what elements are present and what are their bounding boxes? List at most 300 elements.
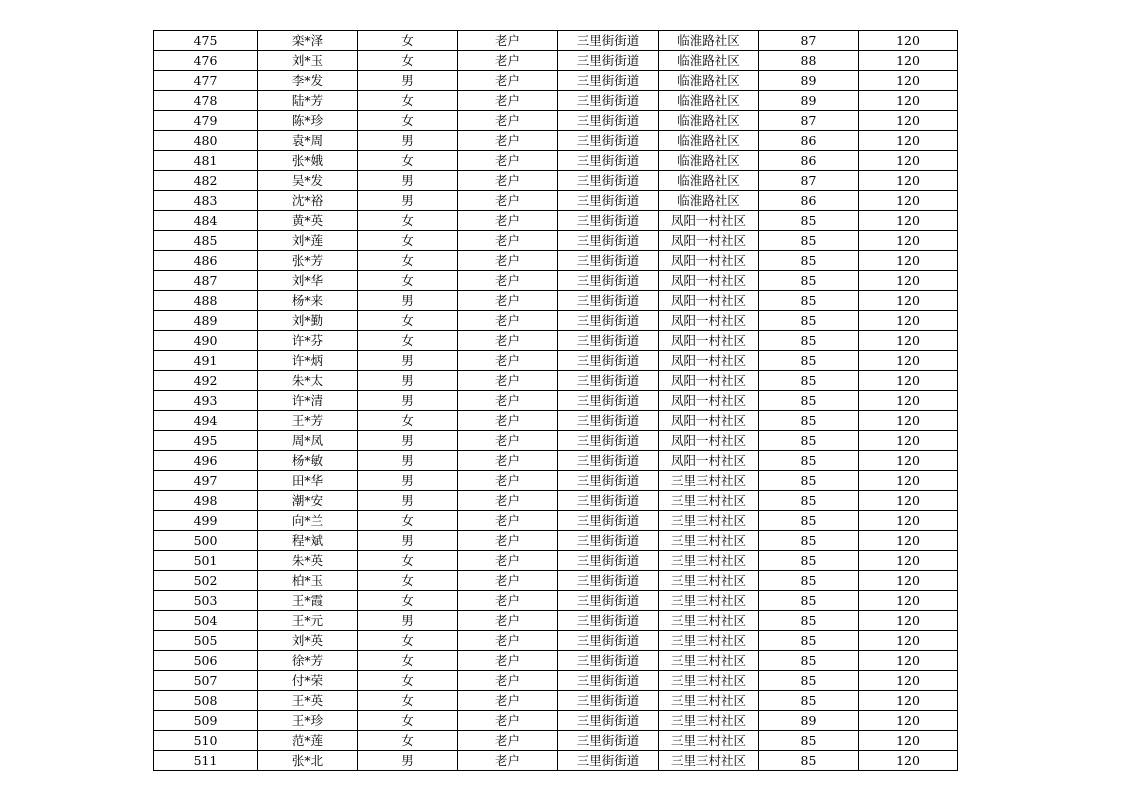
household-type-cell: 老户 [458, 191, 558, 211]
community-cell: 临淮路社区 [659, 191, 759, 211]
community-cell: 凤阳一村社区 [659, 251, 759, 271]
amount-cell: 120 [859, 751, 958, 771]
age-cell: 85 [759, 331, 859, 351]
table-row [154, 51, 958, 71]
street-cell: 三里街街道 [558, 511, 659, 531]
row-number-cell: 475 [154, 31, 258, 51]
street-cell: 三里街街道 [558, 311, 659, 331]
age-cell: 85 [759, 371, 859, 391]
amount-cell: 120 [859, 671, 958, 691]
amount-cell: 120 [859, 211, 958, 231]
household-type-cell: 老户 [458, 391, 558, 411]
household-type-cell: 老户 [458, 291, 558, 311]
household-type-cell: 老户 [458, 531, 558, 551]
table-row [154, 471, 958, 491]
name-cell: 王*霞 [258, 591, 358, 611]
amount-cell: 120 [859, 611, 958, 631]
street-cell: 三里街街道 [558, 31, 659, 51]
street-cell: 三里街街道 [558, 551, 659, 571]
community-cell: 三里三村社区 [659, 531, 759, 551]
age-cell: 85 [759, 691, 859, 711]
name-cell: 王*元 [258, 611, 358, 631]
amount-cell: 120 [859, 511, 958, 531]
household-type-cell: 老户 [458, 671, 558, 691]
gender-cell: 男 [358, 471, 458, 491]
household-type-cell: 老户 [458, 171, 558, 191]
row-number-cell: 492 [154, 371, 258, 391]
gender-cell: 女 [358, 591, 458, 611]
table-row [154, 71, 958, 91]
community-cell: 凤阳一村社区 [659, 371, 759, 391]
age-cell: 87 [759, 171, 859, 191]
community-cell: 三里三村社区 [659, 691, 759, 711]
name-cell: 朱*太 [258, 371, 358, 391]
row-number-cell: 499 [154, 511, 258, 531]
household-type-cell: 老户 [458, 51, 558, 71]
name-cell: 李*发 [258, 71, 358, 91]
age-cell: 85 [759, 471, 859, 491]
row-number-cell: 479 [154, 111, 258, 131]
community-cell: 凤阳一村社区 [659, 271, 759, 291]
community-cell: 凤阳一村社区 [659, 431, 759, 451]
age-cell: 85 [759, 651, 859, 671]
table-row [154, 691, 958, 711]
age-cell: 85 [759, 211, 859, 231]
street-cell: 三里街街道 [558, 391, 659, 411]
gender-cell: 女 [358, 231, 458, 251]
name-cell: 刘*勤 [258, 311, 358, 331]
street-cell: 三里街街道 [558, 531, 659, 551]
gender-cell: 女 [358, 331, 458, 351]
community-cell: 临淮路社区 [659, 31, 759, 51]
gender-cell: 女 [358, 211, 458, 231]
gender-cell: 女 [358, 651, 458, 671]
table-row [154, 491, 958, 511]
gender-cell: 男 [358, 291, 458, 311]
name-cell: 吴*发 [258, 171, 358, 191]
household-type-cell: 老户 [458, 731, 558, 751]
amount-cell: 120 [859, 531, 958, 551]
household-type-cell: 老户 [458, 651, 558, 671]
gender-cell: 男 [358, 431, 458, 451]
gender-cell: 男 [358, 491, 458, 511]
gender-cell: 女 [358, 671, 458, 691]
row-number-cell: 502 [154, 571, 258, 591]
community-cell: 三里三村社区 [659, 591, 759, 611]
household-type-cell: 老户 [458, 111, 558, 131]
gender-cell: 男 [358, 131, 458, 151]
street-cell: 三里街街道 [558, 191, 659, 211]
name-cell: 程*斌 [258, 531, 358, 551]
household-type-cell: 老户 [458, 151, 558, 171]
gender-cell: 女 [358, 251, 458, 271]
age-cell: 89 [759, 91, 859, 111]
community-cell: 凤阳一村社区 [659, 391, 759, 411]
table-row [154, 231, 958, 251]
household-type-cell: 老户 [458, 211, 558, 231]
name-cell: 袁*周 [258, 131, 358, 151]
household-type-cell: 老户 [458, 251, 558, 271]
row-number-cell: 485 [154, 231, 258, 251]
age-cell: 85 [759, 271, 859, 291]
name-cell: 刘*莲 [258, 231, 358, 251]
age-cell: 85 [759, 531, 859, 551]
age-cell: 85 [759, 451, 859, 471]
street-cell: 三里街街道 [558, 491, 659, 511]
row-number-cell: 497 [154, 471, 258, 491]
table-row [154, 111, 958, 131]
street-cell: 三里街街道 [558, 471, 659, 491]
street-cell: 三里街街道 [558, 111, 659, 131]
community-cell: 凤阳一村社区 [659, 351, 759, 371]
age-cell: 87 [759, 31, 859, 51]
gender-cell: 女 [358, 311, 458, 331]
row-number-cell: 507 [154, 671, 258, 691]
table-row [154, 211, 958, 231]
age-cell: 85 [759, 291, 859, 311]
row-number-cell: 508 [154, 691, 258, 711]
gender-cell: 男 [358, 611, 458, 631]
age-cell: 85 [759, 571, 859, 591]
table-row [154, 751, 958, 771]
row-number-cell: 503 [154, 591, 258, 611]
gender-cell: 女 [358, 511, 458, 531]
amount-cell: 120 [859, 251, 958, 271]
household-type-cell: 老户 [458, 31, 558, 51]
community-cell: 临淮路社区 [659, 51, 759, 71]
age-cell: 85 [759, 491, 859, 511]
table-row [154, 531, 958, 551]
street-cell: 三里街街道 [558, 691, 659, 711]
table-row [154, 131, 958, 151]
age-cell: 89 [759, 711, 859, 731]
row-number-cell: 482 [154, 171, 258, 191]
name-cell: 陈*珍 [258, 111, 358, 131]
table-row [154, 311, 958, 331]
name-cell: 潮*安 [258, 491, 358, 511]
street-cell: 三里街街道 [558, 271, 659, 291]
gender-cell: 女 [358, 111, 458, 131]
community-cell: 临淮路社区 [659, 151, 759, 171]
street-cell: 三里街街道 [558, 171, 659, 191]
gender-cell: 女 [358, 731, 458, 751]
community-cell: 三里三村社区 [659, 671, 759, 691]
gender-cell: 女 [358, 631, 458, 651]
table-row [154, 411, 958, 431]
amount-cell: 120 [859, 491, 958, 511]
age-cell: 85 [759, 551, 859, 571]
age-cell: 87 [759, 111, 859, 131]
row-number-cell: 483 [154, 191, 258, 211]
community-cell: 三里三村社区 [659, 751, 759, 771]
gender-cell: 男 [358, 71, 458, 91]
street-cell: 三里街街道 [558, 51, 659, 71]
street-cell: 三里街街道 [558, 451, 659, 471]
table-row [154, 331, 958, 351]
household-type-cell: 老户 [458, 371, 558, 391]
row-number-cell: 501 [154, 551, 258, 571]
community-cell: 三里三村社区 [659, 711, 759, 731]
amount-cell: 120 [859, 271, 958, 291]
age-cell: 85 [759, 631, 859, 651]
name-cell: 王*英 [258, 691, 358, 711]
row-number-cell: 477 [154, 71, 258, 91]
household-type-cell: 老户 [458, 351, 558, 371]
household-type-cell: 老户 [458, 91, 558, 111]
name-cell: 徐*芳 [258, 651, 358, 671]
table-row [154, 191, 958, 211]
name-cell: 许*清 [258, 391, 358, 411]
gender-cell: 女 [358, 691, 458, 711]
community-cell: 凤阳一村社区 [659, 451, 759, 471]
street-cell: 三里街街道 [558, 431, 659, 451]
age-cell: 85 [759, 591, 859, 611]
street-cell: 三里街街道 [558, 751, 659, 771]
community-cell: 三里三村社区 [659, 731, 759, 751]
age-cell: 88 [759, 51, 859, 71]
table-row [154, 171, 958, 191]
street-cell: 三里街街道 [558, 71, 659, 91]
amount-cell: 120 [859, 731, 958, 751]
amount-cell: 120 [859, 651, 958, 671]
gender-cell: 女 [358, 551, 458, 571]
table-row [154, 271, 958, 291]
age-cell: 86 [759, 191, 859, 211]
community-cell: 三里三村社区 [659, 651, 759, 671]
name-cell: 刘*玉 [258, 51, 358, 71]
amount-cell: 120 [859, 331, 958, 351]
table-row [154, 631, 958, 651]
gender-cell: 女 [358, 151, 458, 171]
row-number-cell: 487 [154, 271, 258, 291]
name-cell: 张*北 [258, 751, 358, 771]
row-number-cell: 478 [154, 91, 258, 111]
amount-cell: 120 [859, 311, 958, 331]
row-number-cell: 495 [154, 431, 258, 451]
gender-cell: 男 [358, 451, 458, 471]
row-number-cell: 491 [154, 351, 258, 371]
gender-cell: 女 [358, 411, 458, 431]
table-row [154, 151, 958, 171]
row-number-cell: 511 [154, 751, 258, 771]
amount-cell: 120 [859, 51, 958, 71]
street-cell: 三里街街道 [558, 711, 659, 731]
row-number-cell: 496 [154, 451, 258, 471]
row-number-cell: 500 [154, 531, 258, 551]
age-cell: 89 [759, 71, 859, 91]
row-number-cell: 498 [154, 491, 258, 511]
gender-cell: 男 [358, 191, 458, 211]
gender-cell: 女 [358, 571, 458, 591]
name-cell: 柏*玉 [258, 571, 358, 591]
community-cell: 三里三村社区 [659, 511, 759, 531]
row-number-cell: 510 [154, 731, 258, 751]
community-cell: 三里三村社区 [659, 551, 759, 571]
table-row [154, 571, 958, 591]
name-cell: 付*荣 [258, 671, 358, 691]
community-cell: 三里三村社区 [659, 631, 759, 651]
household-type-cell: 老户 [458, 431, 558, 451]
community-cell: 三里三村社区 [659, 471, 759, 491]
amount-cell: 120 [859, 291, 958, 311]
amount-cell: 120 [859, 551, 958, 571]
age-cell: 85 [759, 431, 859, 451]
amount-cell: 120 [859, 231, 958, 251]
community-cell: 三里三村社区 [659, 611, 759, 631]
table-row [154, 371, 958, 391]
amount-cell: 120 [859, 151, 958, 171]
street-cell: 三里街街道 [558, 611, 659, 631]
age-cell: 85 [759, 311, 859, 331]
household-type-cell: 老户 [458, 751, 558, 771]
name-cell: 向*兰 [258, 511, 358, 531]
amount-cell: 120 [859, 631, 958, 651]
amount-cell: 120 [859, 391, 958, 411]
name-cell: 朱*英 [258, 551, 358, 571]
age-cell: 85 [759, 411, 859, 431]
street-cell: 三里街街道 [558, 631, 659, 651]
age-cell: 86 [759, 131, 859, 151]
household-type-cell: 老户 [458, 471, 558, 491]
household-type-cell: 老户 [458, 331, 558, 351]
amount-cell: 120 [859, 191, 958, 211]
street-cell: 三里街街道 [558, 651, 659, 671]
community-cell: 凤阳一村社区 [659, 211, 759, 231]
table-row [154, 351, 958, 371]
name-cell: 张*娥 [258, 151, 358, 171]
household-type-cell: 老户 [458, 451, 558, 471]
row-number-cell: 506 [154, 651, 258, 671]
table-row [154, 731, 958, 751]
street-cell: 三里街街道 [558, 151, 659, 171]
household-type-cell: 老户 [458, 271, 558, 291]
gender-cell: 女 [358, 51, 458, 71]
household-type-cell: 老户 [458, 571, 558, 591]
gender-cell: 男 [358, 371, 458, 391]
community-cell: 凤阳一村社区 [659, 411, 759, 431]
age-cell: 85 [759, 511, 859, 531]
table-row [154, 31, 958, 51]
amount-cell: 120 [859, 571, 958, 591]
table-row [154, 671, 958, 691]
street-cell: 三里街街道 [558, 251, 659, 271]
amount-cell: 120 [859, 131, 958, 151]
household-type-cell: 老户 [458, 491, 558, 511]
name-cell: 栾*泽 [258, 31, 358, 51]
street-cell: 三里街街道 [558, 211, 659, 231]
community-cell: 临淮路社区 [659, 131, 759, 151]
table-row [154, 431, 958, 451]
household-type-cell: 老户 [458, 411, 558, 431]
street-cell: 三里街街道 [558, 671, 659, 691]
household-type-cell: 老户 [458, 711, 558, 731]
table-row [154, 91, 958, 111]
table-row [154, 451, 958, 471]
name-cell: 刘*华 [258, 271, 358, 291]
data-table [153, 30, 958, 771]
table-row [154, 511, 958, 531]
row-number-cell: 489 [154, 311, 258, 331]
amount-cell: 120 [859, 471, 958, 491]
amount-cell: 120 [859, 91, 958, 111]
street-cell: 三里街街道 [558, 591, 659, 611]
table-row [154, 251, 958, 271]
household-type-cell: 老户 [458, 691, 558, 711]
household-type-cell: 老户 [458, 591, 558, 611]
amount-cell: 120 [859, 711, 958, 731]
row-number-cell: 476 [154, 51, 258, 71]
community-cell: 三里三村社区 [659, 491, 759, 511]
name-cell: 田*华 [258, 471, 358, 491]
community-cell: 凤阳一村社区 [659, 331, 759, 351]
community-cell: 凤阳一村社区 [659, 291, 759, 311]
row-number-cell: 488 [154, 291, 258, 311]
street-cell: 三里街街道 [558, 131, 659, 151]
street-cell: 三里街街道 [558, 411, 659, 431]
household-type-cell: 老户 [458, 311, 558, 331]
gender-cell: 女 [358, 271, 458, 291]
gender-cell: 女 [358, 91, 458, 111]
community-cell: 三里三村社区 [659, 571, 759, 591]
community-cell: 临淮路社区 [659, 91, 759, 111]
amount-cell: 120 [859, 691, 958, 711]
community-cell: 临淮路社区 [659, 71, 759, 91]
table-row [154, 651, 958, 671]
household-type-cell: 老户 [458, 611, 558, 631]
street-cell: 三里街街道 [558, 91, 659, 111]
street-cell: 三里街街道 [558, 571, 659, 591]
household-type-cell: 老户 [458, 551, 558, 571]
name-cell: 杨*敏 [258, 451, 358, 471]
amount-cell: 120 [859, 411, 958, 431]
gender-cell: 男 [358, 751, 458, 771]
name-cell: 黄*英 [258, 211, 358, 231]
table-row [154, 391, 958, 411]
gender-cell: 男 [358, 531, 458, 551]
community-cell: 临淮路社区 [659, 111, 759, 131]
amount-cell: 120 [859, 111, 958, 131]
table-row [154, 291, 958, 311]
household-type-cell: 老户 [458, 131, 558, 151]
household-type-cell: 老户 [458, 71, 558, 91]
row-number-cell: 504 [154, 611, 258, 631]
row-number-cell: 493 [154, 391, 258, 411]
gender-cell: 男 [358, 351, 458, 371]
household-type-cell: 老户 [458, 231, 558, 251]
age-cell: 85 [759, 351, 859, 371]
row-number-cell: 484 [154, 211, 258, 231]
table-row [154, 711, 958, 731]
name-cell: 周*凤 [258, 431, 358, 451]
street-cell: 三里街街道 [558, 731, 659, 751]
table-row [154, 611, 958, 631]
street-cell: 三里街街道 [558, 371, 659, 391]
name-cell: 王*芳 [258, 411, 358, 431]
age-cell: 85 [759, 251, 859, 271]
age-cell: 85 [759, 231, 859, 251]
row-number-cell: 509 [154, 711, 258, 731]
amount-cell: 120 [859, 451, 958, 471]
household-type-cell: 老户 [458, 631, 558, 651]
row-number-cell: 486 [154, 251, 258, 271]
amount-cell: 120 [859, 371, 958, 391]
community-cell: 凤阳一村社区 [659, 311, 759, 331]
street-cell: 三里街街道 [558, 291, 659, 311]
name-cell: 王*珍 [258, 711, 358, 731]
name-cell: 许*炳 [258, 351, 358, 371]
street-cell: 三里街街道 [558, 331, 659, 351]
gender-cell: 男 [358, 391, 458, 411]
